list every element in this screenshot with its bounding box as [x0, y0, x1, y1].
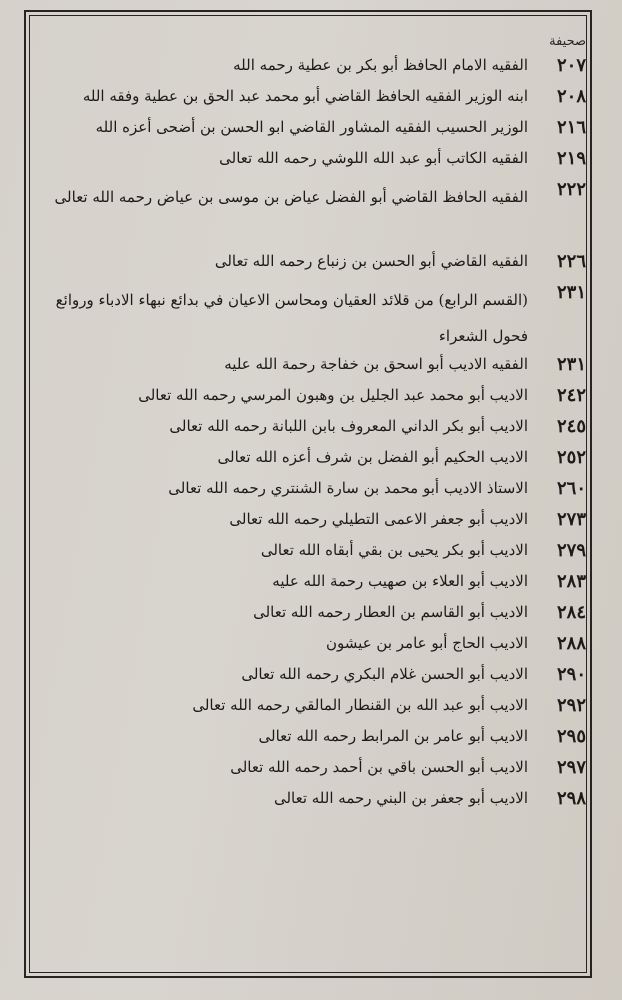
page-number: ٢١٦ [556, 117, 586, 138]
entry-title: الاديب الحاج أبو عامر بن عيشون [326, 634, 528, 652]
page-number: ٢٩٢ [556, 695, 586, 716]
toc-entry [36, 602, 586, 633]
page-number: ٢٠٨ [556, 86, 586, 107]
page-number: ٢٩٧ [556, 757, 586, 778]
entry-title: الاستاذ الاديب أبو محمد بن سارة الشنتري رحمه الله تعالى [168, 479, 528, 497]
entry-title: الاديب أبو الحسن باقي بن أحمد رحمه الله تعالى [230, 758, 528, 776]
entry-title: الوزير الحسيب الفقيه المشاور القاضي ابو الحسن بن أضحى أعزه الله [95, 118, 528, 136]
toc-entry [36, 664, 586, 695]
toc-entry [36, 354, 586, 385]
entry-title: الفقيه الكاتب أبو عبد الله اللوشي رحمه الله تعالى [219, 149, 528, 167]
page-number: ٢٨٨ [556, 633, 586, 654]
table-of-contents [36, 55, 586, 819]
entry-title: الاديب أبو بكر الداني المعروف بابن اللبانة رحمه الله تعالى [169, 417, 528, 435]
toc-entry [36, 55, 586, 86]
page-number: ٢٣١ [556, 282, 586, 303]
toc-entry [36, 633, 586, 664]
toc-entry [36, 726, 586, 757]
entry-title: الفقيه الاديب أبو اسحق بن خفاجة رحمة الله عليه [224, 355, 528, 373]
page-number: ٢٧٩ [556, 540, 586, 561]
entry-title: الاديب الحكيم أبو الفضل بن شرف أعزه الله تعالى [217, 448, 528, 466]
toc-entry [36, 179, 586, 251]
page-number: ٢٤٢ [556, 385, 586, 406]
page-number: ٢٨٣ [556, 571, 586, 592]
toc-entry [36, 117, 586, 148]
toc-entry [36, 148, 586, 179]
toc-entry [36, 251, 586, 282]
toc-entry [36, 509, 586, 540]
toc-entry [36, 86, 586, 117]
toc-entry [36, 282, 586, 354]
toc-entry [36, 447, 586, 478]
page-number: ٢٩٨ [556, 788, 586, 809]
page-number: ٢٩٥ [556, 726, 586, 747]
page-number: ٢٤٥ [556, 416, 586, 437]
page-number: ٢٢٢ [556, 179, 586, 200]
page-number: ٢٣١ [556, 354, 586, 375]
entry-title: الاديب أبو جعفر الاعمى التطيلي رحمه الله تعالى [229, 510, 528, 528]
page-number: ٢٧٣ [556, 509, 586, 530]
page-number: ٢٠٧ [556, 55, 586, 76]
toc-entry [36, 788, 586, 819]
entry-title: الفقيه الحافظ القاضي أبو الفضل عياض بن موسى بن عياض رحمه الله تعالى [54, 188, 528, 206]
entry-title: الاديب أبو جعفر بن البني رحمه الله تعالى [273, 789, 528, 807]
entry-title: الاديب أبو عبد الله بن القنطار المالقي رحمه الله تعالى [192, 696, 528, 714]
toc-entry [36, 540, 586, 571]
page-number: ٢٥٢ [556, 447, 586, 468]
entry-title: الاديب أبو محمد عبد الجليل بن وهبون المرسي رحمه الله تعالى [138, 386, 528, 404]
page-number: ٢٢٦ [556, 251, 586, 272]
entry-title: ابنه الوزير الفقيه الحافظ القاضي أبو محمد عبد الحق بن عطية وفقه الله [82, 87, 528, 105]
entry-title: الاديب أبو القاسم بن العطار رحمه الله تعالى [253, 603, 528, 621]
page-number: ٢٩٠ [556, 664, 586, 685]
toc-entry [36, 478, 586, 509]
entry-title: (القسم الرابع) من قلائد العقيان ومحاسن الاعيان في بدائع نبهاء الادباء وروائع فحول الشعراء [55, 291, 528, 345]
toc-entry [36, 416, 586, 447]
entry-title: الفقيه الامام الحافظ أبو بكر بن عطية رحمه الله [233, 56, 528, 74]
entry-title: الاديب أبو عامر بن المرابط رحمه الله تعالى [258, 727, 528, 745]
page-column-header: صحيفة [549, 34, 586, 49]
page-number: ٢٦٠ [556, 478, 586, 499]
toc-entry [36, 385, 586, 416]
entry-title: الاديب أبو العلاء بن صهيب رحمة الله عليه [272, 572, 528, 590]
toc-entry [36, 571, 586, 602]
entry-title: الاديب أبو الحسن غلام البكري رحمه الله تعالى [241, 665, 528, 683]
toc-entry [36, 757, 586, 788]
page-number: ٢١٩ [556, 148, 586, 169]
toc-entry [36, 695, 586, 726]
entry-title: الاديب أبو بكر يحيى بن بقي أبقاه الله تعالى [260, 541, 528, 559]
entry-title: الفقيه القاضي أبو الحسن بن زنباع رحمه الله تعالى [214, 252, 528, 270]
page-number: ٢٨٤ [556, 602, 586, 623]
